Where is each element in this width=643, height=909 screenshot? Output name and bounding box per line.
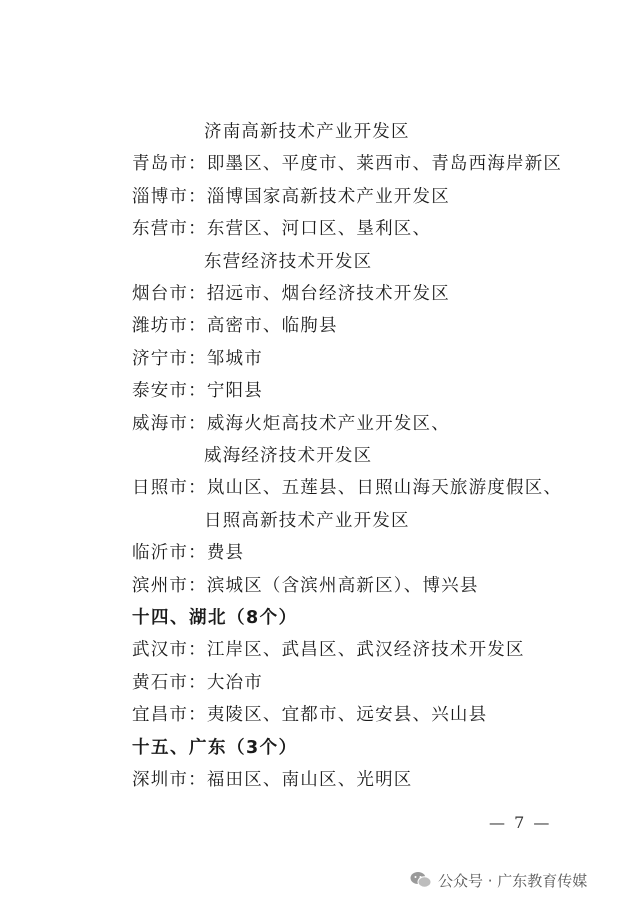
city-label: 深圳市： — [132, 770, 207, 790]
city-label: 黄石市： — [132, 672, 207, 693]
page-number: — 7 — — [489, 813, 552, 832]
district-entry — [132, 634, 525, 666]
district-entry — [132, 537, 244, 569]
city-label: 东营市： — [132, 219, 207, 240]
district-entry — [132, 278, 450, 310]
district-list: 邹城市 — [206, 348, 263, 369]
district-entry — [132, 310, 338, 342]
city-label: 威海市： — [132, 413, 207, 434]
city-label: 临沂市： — [132, 543, 207, 564]
city-label: 济宁市： — [132, 348, 207, 369]
city-label: 滨州市： — [132, 575, 207, 596]
city-label: 宜昌市： — [132, 705, 207, 726]
city-label: 潍坊市： — [132, 316, 207, 337]
district-list: 费县 — [206, 543, 245, 564]
district-list: 大冶市 — [206, 672, 263, 693]
district-entry — [132, 764, 413, 796]
district-entry — [132, 699, 487, 731]
city-label: 烟台市： — [132, 284, 207, 304]
entry-continuation: 东营经济技术开发区 — [204, 251, 373, 272]
section-heading: 十四、湖北（8个） — [132, 608, 298, 628]
district-entry — [132, 472, 562, 504]
district-list: 东营区、河口区、垦利区、 — [206, 219, 432, 240]
district-entry — [132, 213, 431, 245]
district-entry — [132, 181, 450, 213]
city-label: 青岛市： — [132, 154, 207, 175]
district-list: 即墨区、平度市、莱西市、青岛西海岸新区 — [206, 154, 563, 175]
district-entry — [132, 408, 450, 440]
city-label: 淄博市： — [132, 186, 207, 207]
city-label: 日照市： — [132, 478, 207, 499]
district-entry — [132, 343, 263, 375]
district-list: 宁阳县 — [206, 381, 263, 402]
district-entry — [132, 375, 263, 407]
city-label: 武汉市： — [132, 640, 207, 661]
district-list: 招远市、烟台经济技术开发区 — [206, 284, 450, 304]
watermark-text: 公众号 · 广东教育传媒 — [438, 871, 588, 890]
district-entry — [132, 148, 562, 180]
district-list: 淄博国家高新技术产业开发区 — [206, 186, 450, 207]
district-list: 江岸区、武昌区、武汉经济技术开发区 — [206, 640, 525, 661]
district-list: 滨城区（含滨州高新区）、博兴县 — [206, 575, 479, 596]
wechat-icon — [410, 871, 432, 889]
section-heading: 十五、广东（3个） — [132, 737, 298, 758]
city-label: 泰安市： — [132, 381, 207, 402]
entry-continuation: 威海经济技术开发区 — [204, 446, 373, 466]
entry-continuation: 日照高新技术产业开发区 — [204, 510, 410, 531]
entry-continuation: 济南高新技术产业开发区 — [204, 122, 410, 142]
district-list: 高密市、临朐县 — [206, 316, 338, 337]
district-entry — [132, 667, 263, 699]
district-list: 威海火炬高技术产业开发区、 — [206, 413, 450, 434]
district-list: 夷陵区、宜都市、远安县、兴山县 — [206, 705, 488, 726]
district-list: 岚山区、五莲县、日照山海天旅游度假区、 — [206, 478, 563, 499]
district-entry — [132, 570, 479, 602]
district-list: 福田区、南山区、光明区 — [206, 770, 413, 790]
watermark — [410, 868, 587, 892]
